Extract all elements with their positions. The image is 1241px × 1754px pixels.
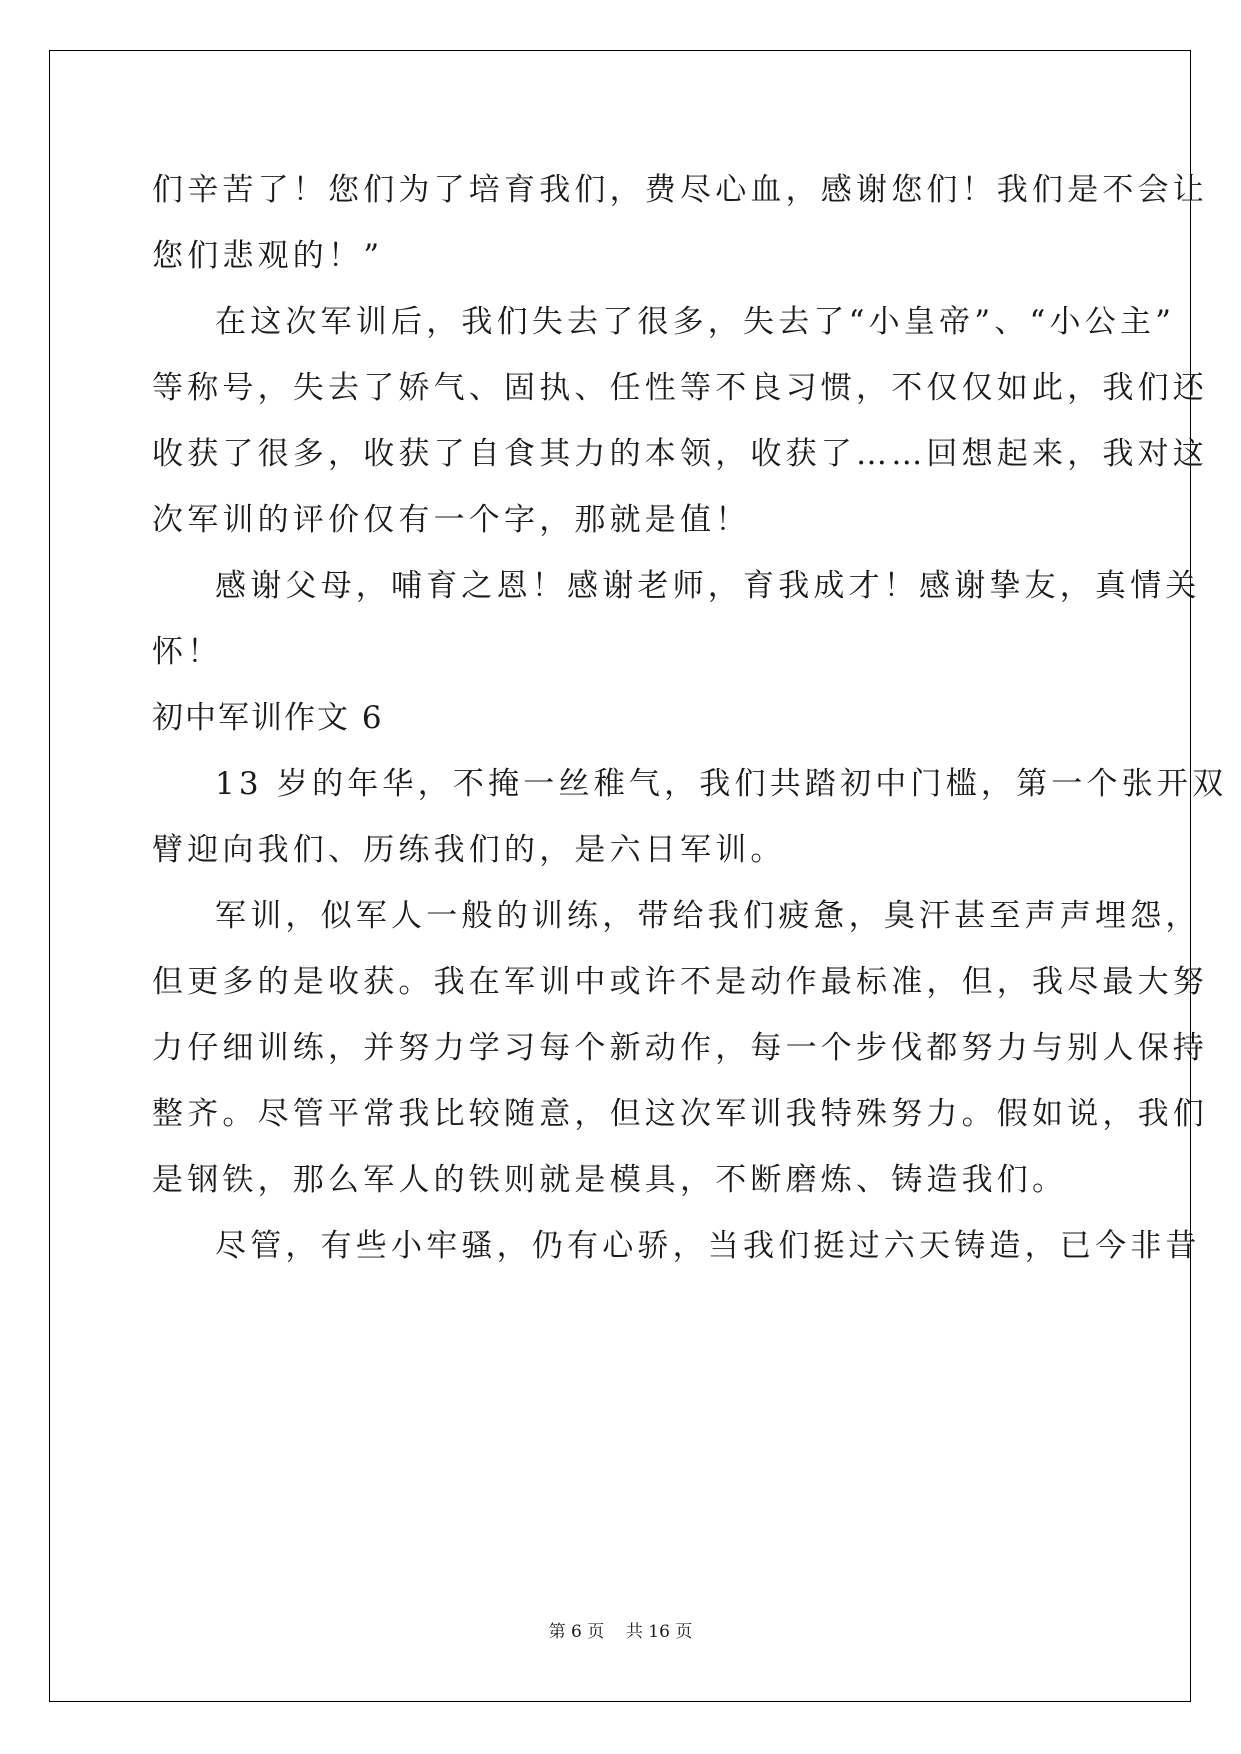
paragraph-start: 尽管，有些小牢骚，仍有心骄，当我们挺过六天铸造，已今非昔	[215, 1228, 1201, 1264]
paragraph-start: 军训，似军人一般的训练，带给我们疲惫，臭汗甚至声声埋怨，	[215, 898, 1201, 934]
text-line: 整齐。尽管平常我比较随意，但这次军训我特殊努力。假如说，我们	[152, 1096, 1208, 1132]
paragraph-start: 感谢父母，哺育之恩！感谢老师，育我成才！感谢挚友，真情关	[215, 568, 1201, 604]
text-line: 次军训的评价仅有一个字，那就是值！	[152, 502, 751, 538]
text-line: 臂迎向我们、历练我们的，是六日军训。	[152, 832, 786, 868]
text-line: 怀！	[152, 634, 223, 670]
page-total: 共 16 页	[625, 1622, 693, 1642]
text-line: 收获了很多，收获了自食其力的本领，收获了……回想起来，我对这	[152, 436, 1208, 472]
text-line: 力仔细训练，并努力学习每个新动作，每一个步伐都努力与别人保持	[152, 1030, 1208, 1066]
text-line: 是钢铁，那么军人的铁则就是模具，不断磨炼、铸造我们。	[152, 1162, 1068, 1198]
text-line: 但更多的是收获。我在军训中或许不是动作最标准，但，我尽最大努	[152, 964, 1208, 1000]
page-number: 第 6 页	[548, 1622, 605, 1642]
text-line: 等称号，失去了娇气、固执、任性等不良习惯，不仅仅如此，我们还	[152, 370, 1208, 406]
section-heading: 初中军训作文 6	[152, 700, 384, 736]
paragraph-start: 13 岁的年华，不掩一丝稚气，我们共踏初中门槛，第一个张开双	[215, 766, 1228, 802]
page-border	[49, 50, 1191, 1702]
text-line: 们辛苦了！您们为了培育我们，费尽心血，感谢您们！我们是不会让	[152, 172, 1208, 208]
paragraph-start: 在这次军训后，我们失去了很多，失去了“小皇帝”、“小公主”	[215, 304, 1176, 340]
text-line: 您们悲观的！”	[152, 238, 384, 274]
page-footer	[0, 1620, 1241, 1644]
